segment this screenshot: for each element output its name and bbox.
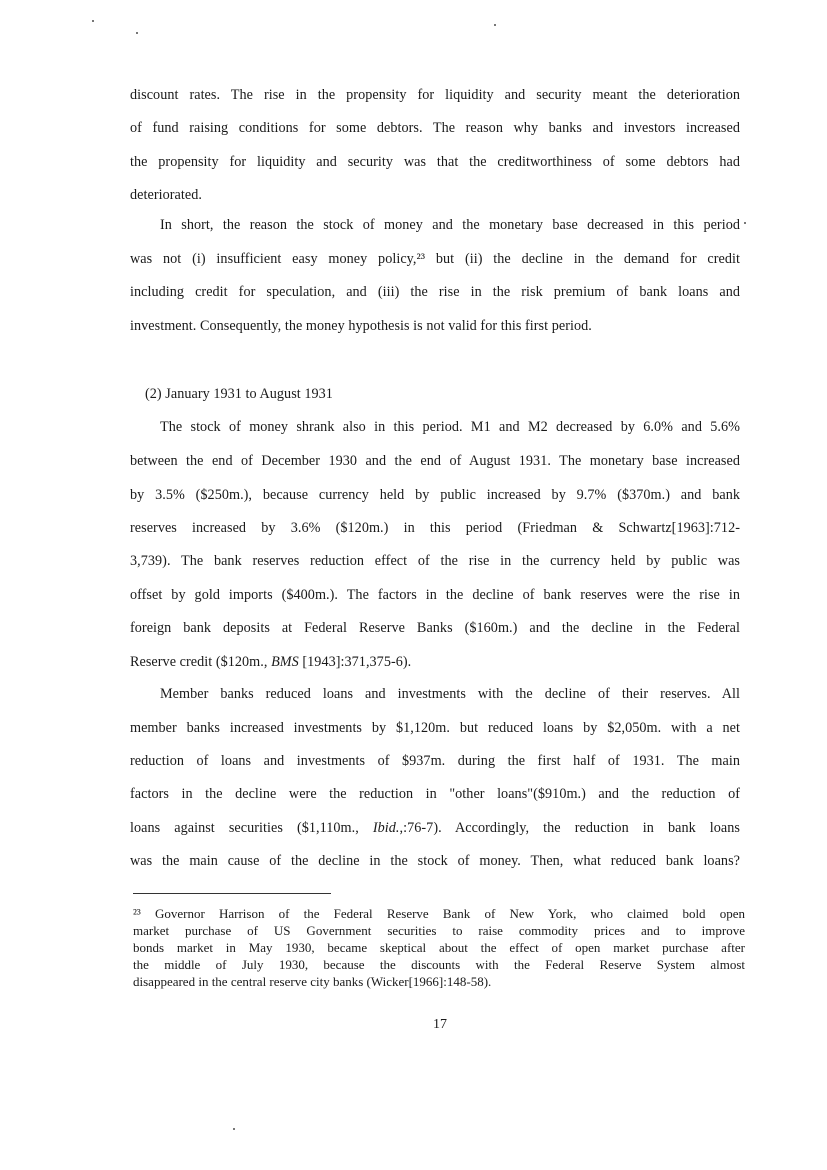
- text-line: factors in the decline were the reduction in "other loans"($910m.) and the reduction of: [130, 786, 740, 802]
- text-line: between the end of December 1930 and the end of August 1931. The monetary base increased: [130, 453, 740, 469]
- text-line: [130, 653, 740, 671]
- text-line: was the main cause of the decline in the stock of money. Then, what reduced bank loans?: [130, 853, 740, 869]
- page-number: 17: [433, 1017, 447, 1032]
- footnote-line: ²³ Governor Harrison of the Federal Reserve Bank of New York, who claimed bold open: [133, 906, 745, 921]
- text-line: foreign bank deposits at Federal Reserve Banks ($160m.) and the decline in the Federal: [130, 620, 740, 636]
- footnote-divider: [133, 893, 331, 894]
- footnote-line: market purchase of US Government securities to raise commodity prices and to improve: [133, 923, 745, 938]
- footnote-line: the middle of July 1930, because the discounts with the Federal Reserve System almost: [133, 957, 745, 972]
- scan-speck: [494, 24, 496, 26]
- text-line: by 3.5% ($250m.), because currency held by public increased by 9.7% ($370m.) and bank: [130, 487, 740, 503]
- text-line: discount rates. The rise in the propensity for liquidity and security meant the deterioration: [130, 87, 740, 103]
- text-line: the propensity for liquidity and security was that the creditworthiness of some debtors had: [130, 154, 740, 170]
- footnote-line: bonds market in May 1930, became skeptical about the effect of open market purchase after: [133, 940, 745, 955]
- citation-italic: BMS: [271, 654, 299, 670]
- citation-italic: Ibid.: [372, 820, 400, 836]
- text-line: of fund raising conditions for some debtors. The reason why banks and investors increased: [130, 120, 740, 136]
- scan-speck: [136, 32, 138, 34]
- text-span: loans against securities ($1,110m.,: [130, 820, 373, 836]
- text-span: Reserve credit ($120m.,: [130, 654, 272, 670]
- scan-speck: [744, 222, 746, 224]
- text-line: reduction of loans and investments of $937m. during the first half of 1931. The main: [130, 753, 740, 769]
- scan-speck: [233, 1128, 235, 1130]
- section-heading: (2) January 1931 to August 1931: [145, 386, 333, 402]
- text-line: The stock of money shrank also in this period. M1 and M2 decreased by 6.0% and 5.6%: [160, 419, 740, 435]
- text-line: offset by gold imports ($400m.). The factors in the decline of bank reserves were the rise in: [130, 587, 740, 603]
- text-line: [130, 819, 740, 837]
- footnote-line: disappeared in the central reserve city banks (Wicker[1966]:148-58).: [133, 974, 492, 989]
- scan-speck: [92, 20, 94, 22]
- text-span: ,:76-7). Accordingly, the reduction in bank loans: [399, 820, 740, 836]
- text-line: including credit for speculation, and (iii) the rise in the risk premium of bank loans and: [130, 284, 740, 300]
- text-line: 3,739). The bank reserves reduction effect of the rise in the currency held by public was: [130, 553, 740, 569]
- text-span: [1943]:371,375-6).: [298, 654, 412, 670]
- text-line: was not (i) insufficient easy money policy,²³ but (ii) the decline in the demand for credit: [130, 251, 740, 267]
- text-line: deteriorated.: [130, 187, 202, 203]
- text-line: member banks increased investments by $1,120m. but reduced loans by $2,050m. with a net: [130, 720, 740, 736]
- text-line: investment. Consequently, the money hypothesis is not valid for this first period.: [130, 318, 592, 334]
- text-line: reserves increased by 3.6% ($120m.) in this period (Friedman & Schwartz[1963]:712-: [130, 520, 740, 536]
- text-line: In short, the reason the stock of money and the monetary base decreased in this period: [160, 217, 740, 233]
- text-line: Member banks reduced loans and investments with the decline of their reserves. All: [160, 686, 740, 702]
